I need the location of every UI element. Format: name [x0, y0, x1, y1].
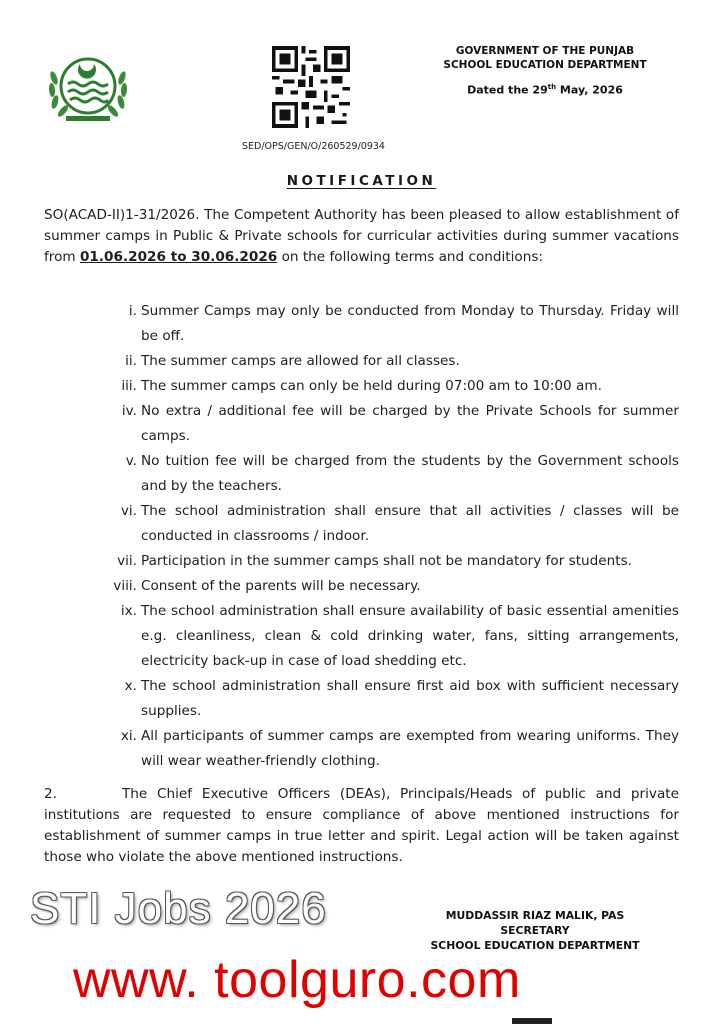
term-number: vi.: [120, 503, 137, 519]
term-item: [110, 599, 679, 674]
term-item: [110, 299, 679, 349]
term-number: ix.: [120, 603, 137, 619]
term-item: [110, 574, 679, 599]
signatory-name: MUDDASSIR RIAZ MALIK, PAS: [445, 909, 625, 922]
term-text: No tuition fee will be charged from the students by the Government schools and by the teachers.: [141, 453, 679, 494]
term-item: [110, 349, 679, 374]
term-item: [110, 449, 679, 499]
government-name: GOVERNMENT OF THE PUNJAB: [455, 45, 635, 57]
term-text: The school administration shall ensure that all activities / classes will be conducted in classrooms / indoor.: [141, 503, 679, 544]
term-number: iv.: [121, 403, 137, 419]
reference-number: SED/OPS/GEN/O/260529/0934: [242, 141, 385, 152]
closing-paragraph: 2. The Chief Executive Officers (DEAs), Principals/Heads of public and private institutions are requested to ensure compliance of above mentioned instructions for establishment of summer camps in true letter and spirit. Legal action will be taken against those who violate the above mentioned instructions.: [44, 786, 679, 865]
term-number: iii.: [121, 378, 137, 394]
opening-paragraph: SO(ACAD-II)1-31/2026. The Competent Authority has been pleased to allow establishment of summer camps in Public & Private schools for curricular activities during summer vacations from 01.06.2026 to 30.06.2026 on the following terms and conditions:: [44, 207, 679, 265]
term-number: x.: [124, 678, 137, 694]
term-text: All participants of summer camps are exempted from wearing uniforms. They will wear weather-friendly clothing.: [141, 728, 679, 769]
term-text: The summer camps are allowed for all classes.: [141, 353, 460, 369]
term-item: [110, 499, 679, 549]
term-number: i.: [128, 303, 137, 319]
term-item: [110, 399, 679, 449]
watermark-website: www. toolguro.com: [73, 951, 521, 1009]
signatory-department: SCHOOL EDUCATION DEPARTMENT: [430, 939, 640, 952]
letterhead: [420, 44, 670, 98]
term-text: No extra / additional fee will be charged by the Private Schools for summer camps.: [141, 403, 679, 444]
term-number: vii.: [117, 553, 137, 569]
term-text: The school administration shall ensure first aid box with sufficient necessary supplies.: [141, 678, 679, 719]
term-number: viii.: [113, 578, 137, 594]
punjab-government-logo: [44, 48, 132, 122]
term-number: xi.: [120, 728, 137, 744]
qr-code-icon: [272, 46, 350, 128]
issue-date: Dated the 29th May, 2026: [467, 83, 623, 97]
signature-block: [400, 908, 670, 953]
term-text: The school administration shall ensure availability of basic essential amenities e.g. cleanliness, clean & cold drinking water, fans, sitting arrangements, electricity back-up in case of load shedding etc.: [141, 603, 679, 669]
term-item: [110, 374, 679, 399]
term-number: v.: [125, 453, 137, 469]
term-text: The summer camps can only be held during 07:00 am to 10:00 am.: [141, 378, 602, 394]
document-title: NOTIFICATION: [286, 173, 437, 189]
term-text: Participation in the summer camps shall not be mandatory for students.: [141, 553, 632, 569]
watermark-jobs: STI Jobs 2026: [30, 884, 327, 933]
department-name: SCHOOL EDUCATION DEPARTMENT: [443, 59, 647, 71]
term-number: ii.: [125, 353, 137, 369]
terms-list: [110, 299, 679, 774]
signatory-designation: SECRETARY: [500, 924, 570, 937]
term-text: Consent of the parents will be necessary.: [141, 578, 421, 594]
term-item: [110, 549, 679, 574]
page-edge-mark: [512, 1018, 552, 1024]
camp-dates: 01.06.2026 to 30.06.2026: [79, 249, 278, 265]
term-item: [110, 674, 679, 724]
term-text: Summer Camps may only be conducted from Monday to Thursday. Friday will be off.: [141, 303, 679, 344]
term-item: [110, 724, 679, 774]
